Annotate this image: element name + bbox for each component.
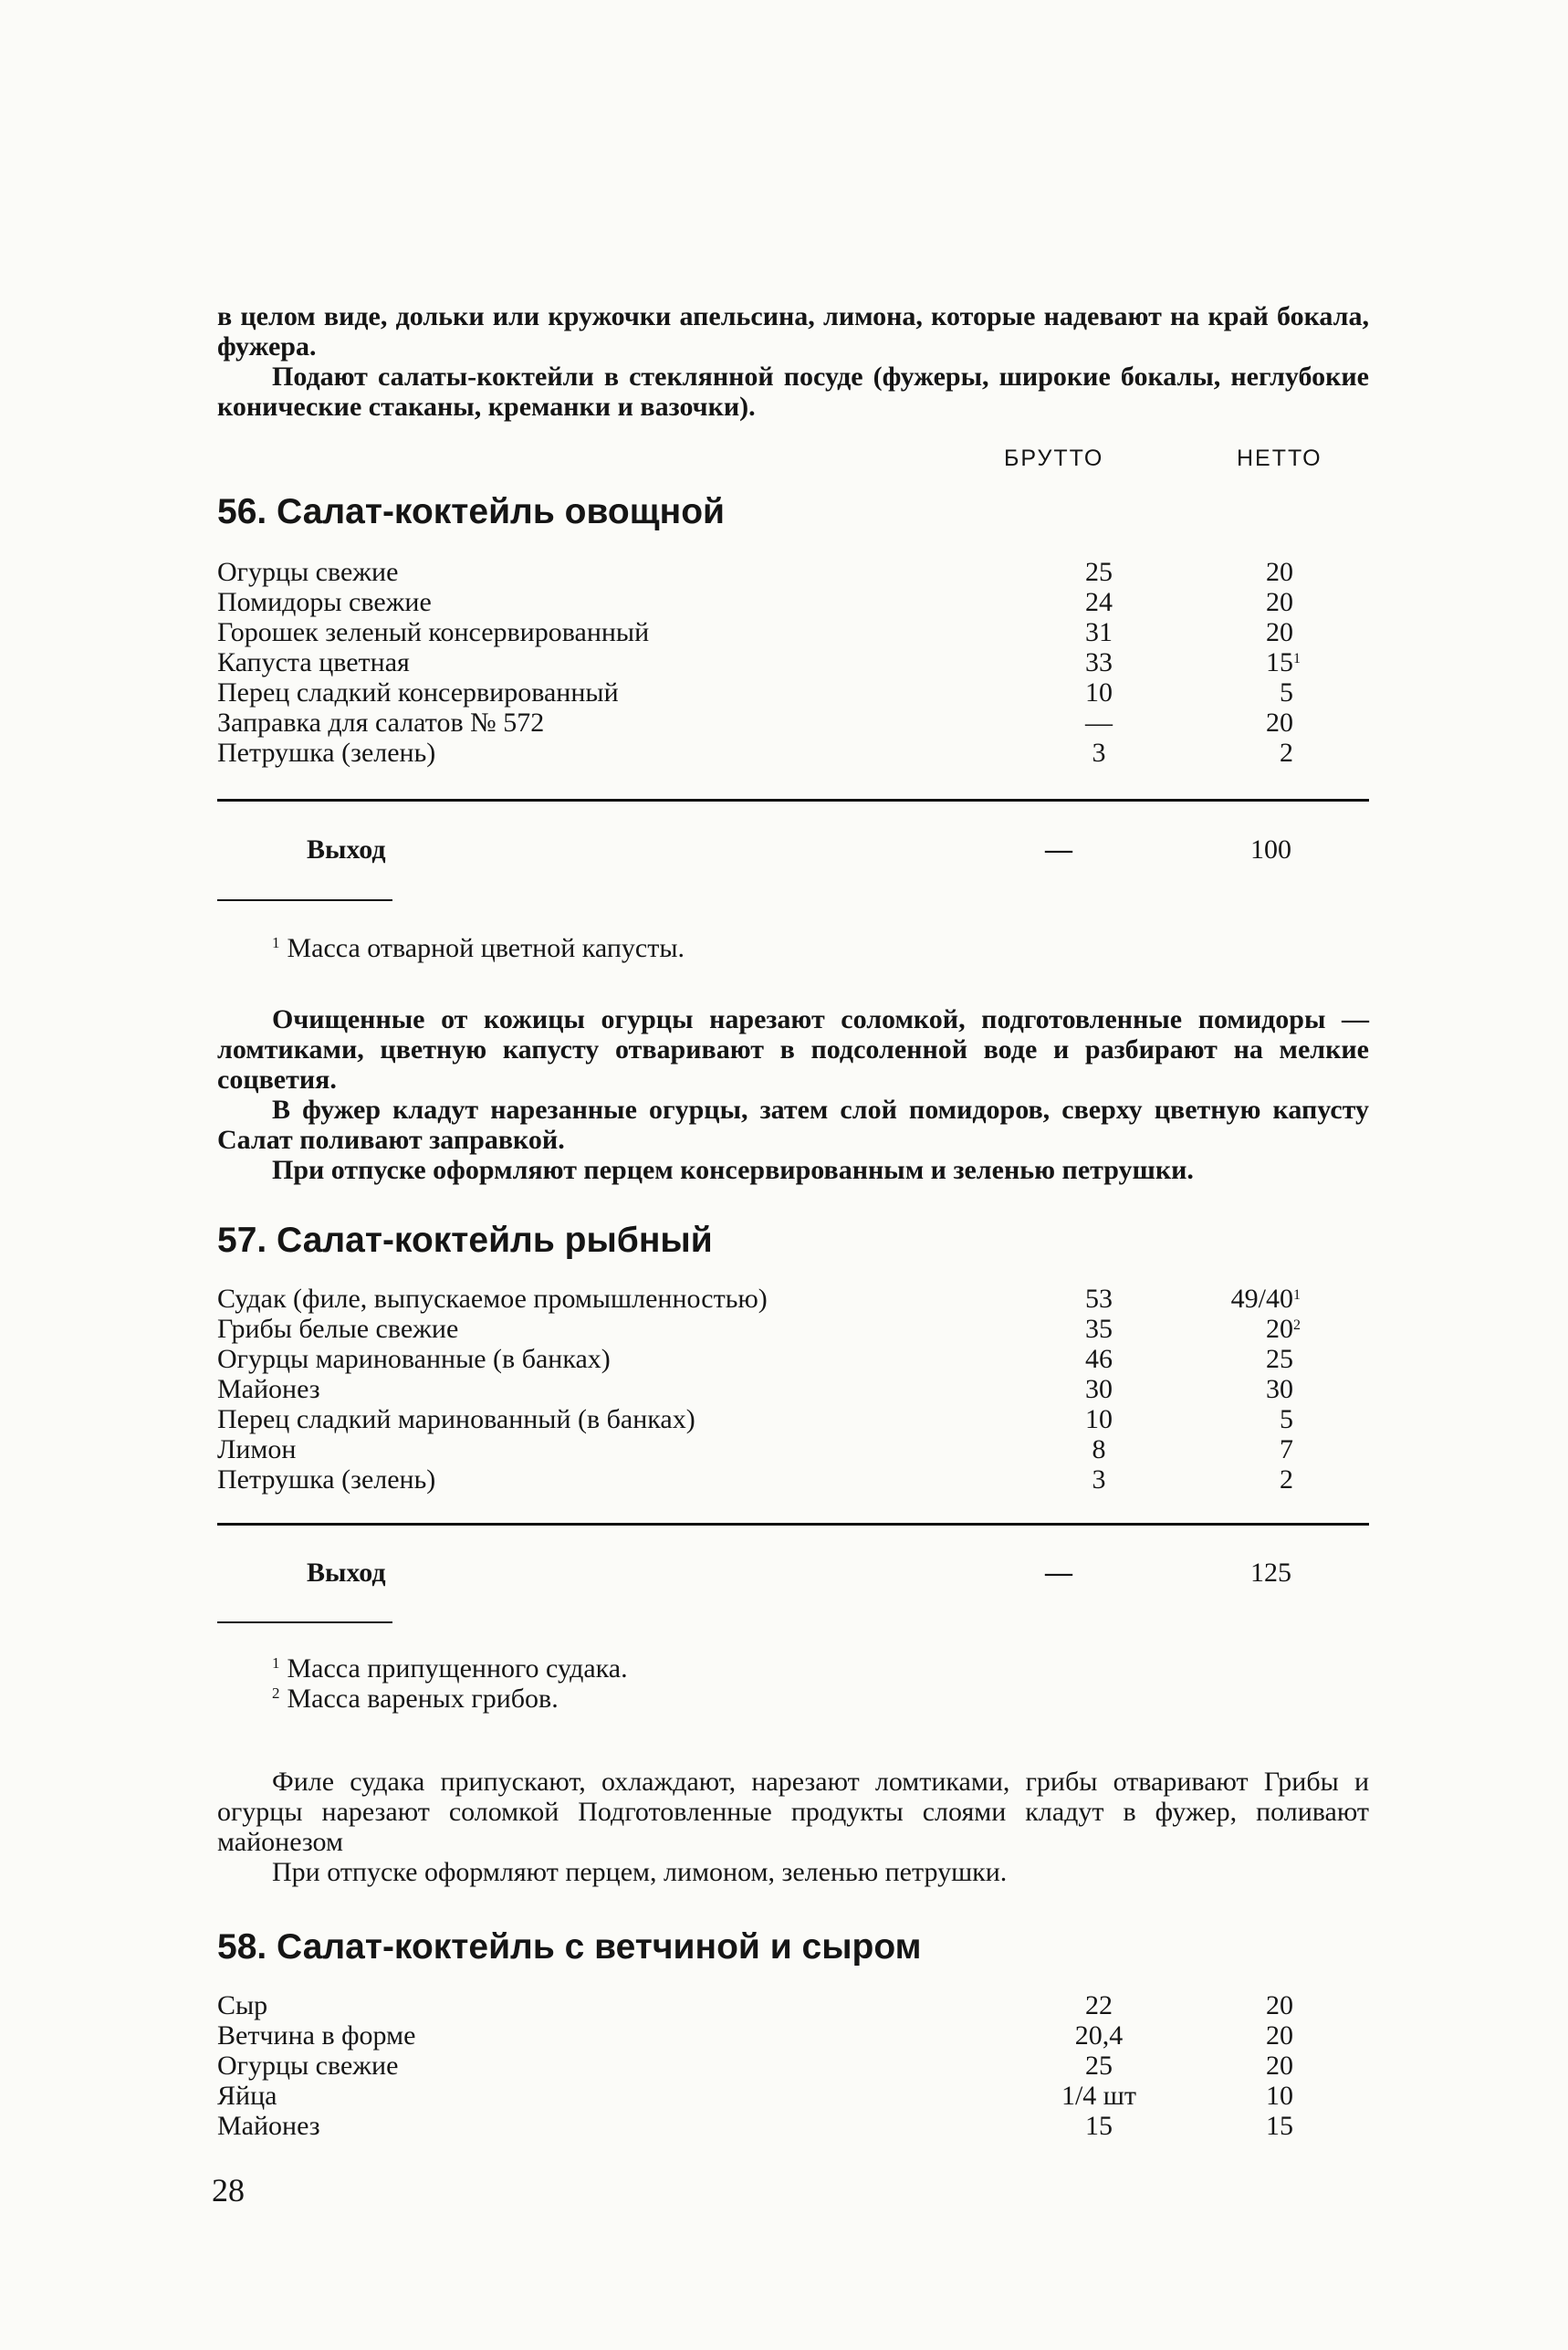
recipe-56-output-netto: 100 bbox=[1250, 834, 1291, 865]
recipe-56-footnote-rule bbox=[217, 899, 392, 901]
page-number: 28 bbox=[212, 2172, 245, 2208]
ingredient-netto: 5 bbox=[1280, 677, 1293, 708]
recipe-57-paragraph-2: При отпуске оформляют перцем, лимоном, зеленью петрушки. bbox=[272, 1857, 1008, 1887]
recipe-57-output-label: Выход bbox=[307, 1558, 386, 1588]
ingredient-netto: 20 bbox=[1266, 1990, 1293, 2020]
ingredient-netto: 20 bbox=[1266, 587, 1293, 617]
ingredient-netto: 20 bbox=[1266, 708, 1293, 738]
ingredient-brutto: 3 bbox=[1092, 1464, 1106, 1495]
intro-paragraph-1: в целом виде, дольки или кружочки апельсина, лимона, которые надевают на край бокала, фужера. bbox=[217, 301, 1369, 362]
ingredient-name: Грибы белые свежие bbox=[217, 1314, 459, 1344]
ingredient-netto: 20 bbox=[1266, 617, 1293, 647]
recipe-57-title: 57. Салат-коктейль рыбный bbox=[217, 1221, 713, 1260]
ingredient-name: Перец сладкий маринованный (в банках) bbox=[217, 1404, 695, 1434]
ingredient-name: Сыр bbox=[217, 1990, 268, 2020]
ingredient-brutto: 53 bbox=[1085, 1284, 1113, 1314]
ingredient-brutto: 8 bbox=[1092, 1434, 1106, 1464]
ingredient-name: Майонез bbox=[217, 1374, 320, 1404]
ingredient-brutto: 10 bbox=[1085, 1404, 1113, 1434]
ingredient-name: Петрушка (зелень) bbox=[217, 738, 436, 768]
ingredient-row bbox=[217, 677, 1369, 708]
ingredient-brutto: 46 bbox=[1085, 1344, 1113, 1374]
ingredient-name: Помидоры свежие bbox=[217, 587, 432, 617]
ingredient-netto: 20 bbox=[1266, 2051, 1293, 2081]
ingredient-row bbox=[217, 2020, 1369, 2051]
ingredient-row bbox=[217, 1434, 1369, 1464]
ingredient-brutto: 25 bbox=[1085, 2051, 1113, 2081]
recipe-56-divider bbox=[217, 799, 1369, 802]
ingredient-row bbox=[217, 1374, 1369, 1404]
recipe-57-divider bbox=[217, 1523, 1369, 1526]
ingredient-netto: 20 bbox=[1266, 2020, 1293, 2051]
footnote-marker: 1 bbox=[272, 934, 280, 951]
recipe-56-ingredients bbox=[217, 557, 1369, 768]
ingredient-name: Ветчина в форме bbox=[217, 2020, 416, 2051]
recipe-57-ingredients bbox=[217, 1284, 1369, 1495]
footnote-text: Масса припущенного судака. bbox=[287, 1653, 628, 1684]
recipe-56-paragraph-1: Очищенные от кожицы огурцы нарезают соломкой, подготовленные помидоры — ломтиками, цветную капусту отваривают в подсоленной воде и разбирают на мелкие соцветия. bbox=[217, 1004, 1369, 1095]
ingredient-brutto: 10 bbox=[1085, 677, 1113, 708]
ingredient-name: Петрушка (зелень) bbox=[217, 1464, 436, 1495]
recipe-56-paragraph-2: В фужер кладут нарезанные огурцы, затем слой помидоров, сверху цветную капусту Салат поливают заправкой. bbox=[217, 1095, 1369, 1155]
column-header-brutto: БРУТТО bbox=[1004, 446, 1104, 471]
ingredient-row bbox=[217, 617, 1369, 647]
ingredient-netto: 2 bbox=[1280, 1464, 1293, 1495]
recipe-56-title: 56. Салат-коктейль овощной bbox=[217, 492, 725, 531]
ingredient-row bbox=[217, 1464, 1369, 1495]
recipe-56-paragraph-3: При отпуске оформляют перцем консервированным и зеленью петрушки. bbox=[272, 1155, 1194, 1185]
ingredient-brutto: 15 bbox=[1085, 2111, 1113, 2141]
ingredient-brutto: 33 bbox=[1085, 647, 1113, 677]
ingredient-netto: 2 bbox=[1280, 738, 1293, 768]
ingredient-name: Огурцы маринованные (в банках) bbox=[217, 1344, 611, 1374]
footnote-marker: 1 bbox=[1293, 651, 1301, 666]
recipe-56-output-label: Выход bbox=[307, 834, 386, 865]
ingredient-name: Яйца bbox=[217, 2081, 277, 2111]
ingredient-brutto: — bbox=[1085, 708, 1113, 738]
ingredient-brutto: 30 bbox=[1085, 1374, 1113, 1404]
ingredient-row bbox=[217, 738, 1369, 768]
footnote-marker: 2 bbox=[1293, 1317, 1301, 1333]
ingredient-name: Огурцы свежие bbox=[217, 2051, 399, 2081]
intro-paragraph-2: Подают салаты-коктейли в стеклянной посуде (фужеры, широкие бокалы, неглубокие конические стаканы, креманки и вазочки). bbox=[217, 362, 1369, 422]
ingredient-name: Огурцы свежие bbox=[217, 557, 399, 587]
ingredient-row bbox=[217, 2051, 1369, 2081]
ingredient-name: Капуста цветная bbox=[217, 647, 410, 677]
footnote-text: Масса вареных грибов. bbox=[287, 1684, 559, 1714]
ingredient-name: Майонез bbox=[217, 2111, 320, 2141]
ingredient-netto: 5 bbox=[1280, 1404, 1293, 1434]
ingredient-netto: 10 bbox=[1266, 2081, 1293, 2111]
ingredient-netto: 30 bbox=[1266, 1374, 1293, 1404]
ingredient-row bbox=[217, 1404, 1369, 1434]
footnote-marker: 2 bbox=[272, 1684, 280, 1702]
footnote-marker: 1 bbox=[1293, 1287, 1301, 1303]
ingredient-row bbox=[217, 647, 1369, 677]
ingredient-brutto: 25 bbox=[1085, 557, 1113, 587]
ingredient-name: Судак (филе, выпускаемое промышленностью) bbox=[217, 1284, 768, 1314]
ingredient-row bbox=[217, 587, 1369, 617]
ingredient-netto: 15 bbox=[1266, 647, 1293, 677]
ingredient-netto: 25 bbox=[1266, 1344, 1293, 1374]
ingredient-brutto: 24 bbox=[1085, 587, 1113, 617]
ingredient-row bbox=[217, 708, 1369, 738]
ingredient-name: Горошек зеленый консервированный bbox=[217, 617, 650, 647]
ingredient-brutto: 35 bbox=[1085, 1314, 1113, 1344]
ingredient-name: Лимон bbox=[217, 1434, 297, 1464]
ingredient-brutto: 3 bbox=[1092, 738, 1106, 768]
ingredient-name: Заправка для салатов № 572 bbox=[217, 708, 545, 738]
ingredient-netto: 20 bbox=[1266, 557, 1293, 587]
ingredient-row bbox=[217, 557, 1369, 587]
column-header-netto: НЕТТО bbox=[1237, 446, 1322, 471]
recipe-57-output-brutto: — bbox=[1045, 1558, 1072, 1588]
ingredient-row bbox=[217, 1314, 1369, 1344]
ingredient-netto: 15 bbox=[1266, 2111, 1293, 2141]
recipe-58-title: 58. Салат-коктейль с ветчиной и сыром bbox=[217, 1927, 922, 1967]
ingredient-brutto: 20,4 bbox=[1074, 2020, 1124, 2051]
ingredient-row bbox=[217, 1990, 1369, 2020]
ingredient-row bbox=[217, 1284, 1369, 1314]
ingredient-brutto: 31 bbox=[1085, 617, 1113, 647]
ingredient-netto: 20 bbox=[1266, 1314, 1293, 1344]
ingredient-row bbox=[217, 2111, 1369, 2141]
ingredient-netto: 7 bbox=[1280, 1434, 1293, 1464]
ingredient-brutto: 1/4 шт bbox=[1061, 2081, 1137, 2111]
recipe-58-ingredients bbox=[217, 1990, 1369, 2141]
recipe-57-paragraph-1: Филе судака припускают, охлаждают, нарезают ломтиками, грибы отваривают Грибы и огурцы нарезают соломкой Подготовленные продукты слоями кладут в фужер, поливают майонезом bbox=[217, 1767, 1369, 1857]
footnote-marker: 1 bbox=[272, 1654, 280, 1672]
ingredient-brutto: 22 bbox=[1085, 1990, 1113, 2020]
ingredient-name: Перец сладкий консервированный bbox=[217, 677, 619, 708]
footnote-text: Масса отварной цветной капусты. bbox=[287, 933, 685, 963]
ingredient-row bbox=[217, 1344, 1369, 1374]
recipe-57-output-netto: 125 bbox=[1250, 1558, 1291, 1588]
ingredient-netto: 49/40 bbox=[1230, 1284, 1293, 1314]
recipe-56-footnote bbox=[272, 928, 685, 963]
recipe-57-footnote-rule bbox=[217, 1621, 392, 1623]
ingredient-row bbox=[217, 2081, 1369, 2111]
recipe-57-footnote-2 bbox=[272, 1678, 559, 1714]
recipe-56-output-brutto: — bbox=[1045, 834, 1072, 865]
